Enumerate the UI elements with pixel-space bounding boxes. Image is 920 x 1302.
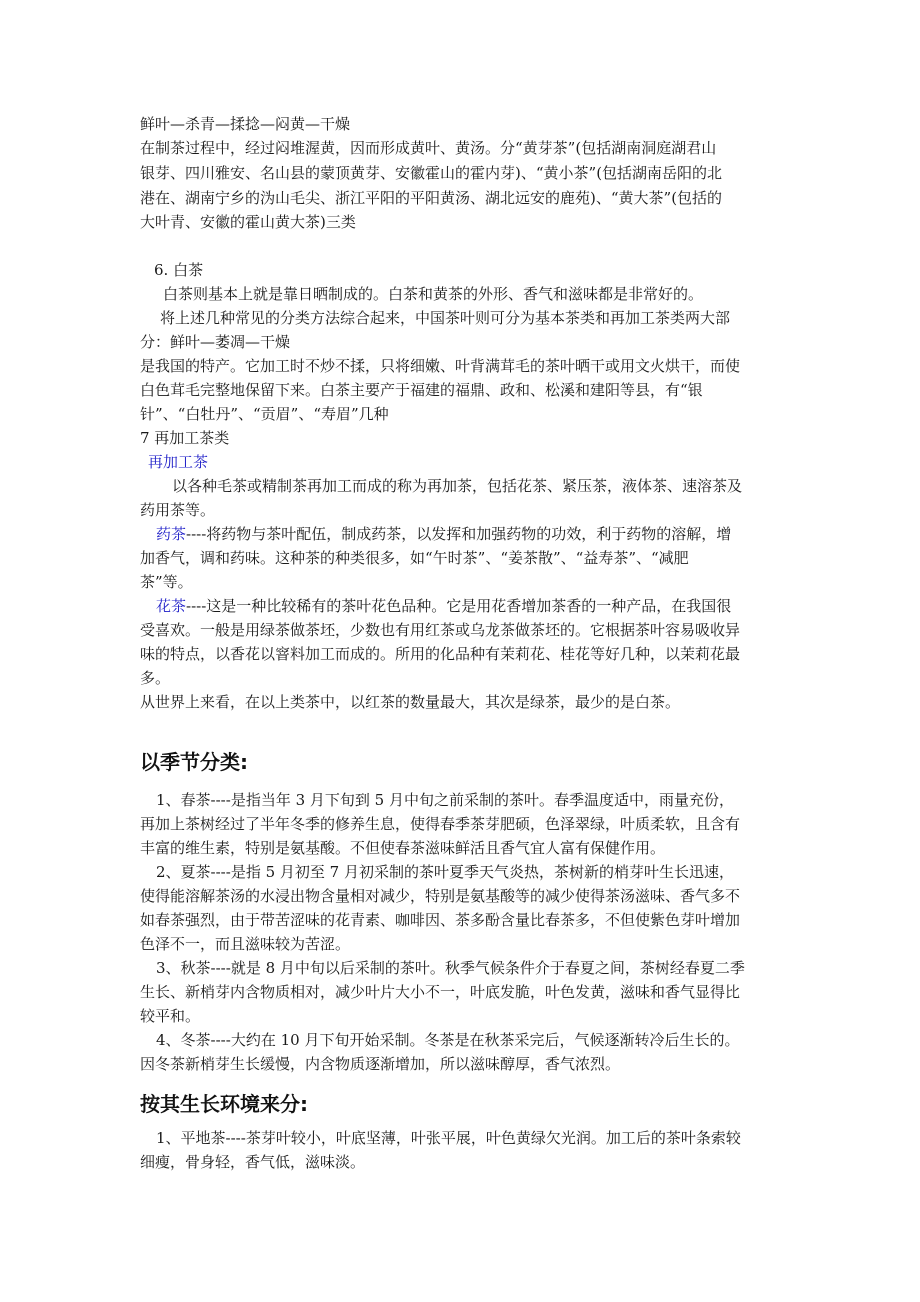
flower-tea-line: 花茶----这是一种比较稀有的茶叶花色品种。它是用花香增加茶香的一种产品，在我国很 [156,597,732,615]
medicinal-tea-line: 加香气，调和药味。这种茶的种类很多，如“午时茶”、“姜茶散”、“益寿茶”、“减肥 [140,549,689,567]
flower-tea-line: 味的特点，以香花以窨料加工而成的。所用的化品种有茉莉花、桂花等好几种，以茉莉花最 [140,645,741,663]
season-line: 3、秋茶----就是 8 月中旬以后采制的茶叶。秋季气候条件介于春夏之间，茶树经春夏二季 [156,959,745,977]
yellow-tea-line: 港在、湖南宁乡的沩山毛尖、浙江平阳的平阳黄汤、湖北远安的鹿苑)、“黄大茶”(包括的 [140,189,723,207]
flower-tea-link[interactable]: 花茶 [156,597,187,615]
reprocessed-intro-line: 以各种毛茶或精制茶再加工而成的称为再加茶，包括花茶、紧压茶，液体茶、速溶茶及 [172,477,743,495]
yellow-tea-line: 银芽、四川雅安、名山县的蒙顶黄芽、安徽霍山的霍内芽)、“黄小茶”(包括湖南岳阳的北 [140,164,723,182]
reprocessed-conclusion: 从世界上来看，在以上类茶中，以红茶的数量最大，其次是绿茶，最少的是白茶。 [140,693,681,711]
season-line: 如春茶强烈，由于带苦涩味的花青素、咖啡因、茶多酚含量比春茶多，不但使紫色芽叶增加 [140,911,741,929]
medicinal-tea-line: 药茶----将药物与茶叶配伍，制成药茶，以发挥和加强药物的功效，利于药物的溶解，增 [156,525,732,543]
season-line: 色泽不一，而且滋味较为苦涩。 [140,935,351,953]
yellow-tea-line: 在制茶过程中，经过闷堆渥黄，因而形成黄叶、黄汤。分“黄芽茶”(包括湖南洞庭湖君山 [140,139,717,157]
season-line: 生长、新梢芽内含物质相对，减少叶片大小不一，叶底发脆，叶色发黄，滋味和香气显得比 [140,983,741,1001]
environment-heading: 按其生长环境来分: [140,1092,308,1116]
white-tea-heading: 6. 白茶 [154,261,204,279]
season-line: 因冬茶新梢芽生长缓慢，内含物质逐渐增加，所以滋味醇厚，香气浓烈。 [140,1055,621,1073]
white-tea-line: 是我国的特产。它加工时不炒不揉，只将细嫩、叶背满茸毛的茶叶晒干或用文火烘干，而使 [140,357,741,375]
white-tea-line: 分：鲜叶—萎凋—干燥 [140,333,291,351]
reprocessed-link[interactable]: 再加工茶 [148,453,209,471]
white-tea-line: 白茶则基本上就是靠日晒制成的。白茶和黄茶的外形、香气和滋味都是非常好的。 [163,285,704,303]
season-line: 4、冬茶----大约在 10 月下旬开始采制。冬茶是在秋茶采完后，气候逐渐转冷后生长的。 [156,1031,740,1049]
environment-line: 1、平地茶----茶芽叶较小，叶底坚薄，叶张平展，叶色黄绿欠光润。加工后的茶叶条索较 [156,1129,741,1147]
flower-tea-line: 多。 [140,669,171,687]
medicinal-tea-line: 茶”等。 [140,573,193,591]
yellow-tea-process: 鲜叶—杀青—揉捻—闷黄—干燥 [140,115,351,133]
season-line: 丰富的维生素，特别是氨基酸。不但使春茶滋味鲜活且香气宜人富有保健作用。 [140,839,666,857]
season-line: 较平和。 [140,1007,201,1025]
season-line: 1、春茶----是指当年 3 月下旬到 5 月中旬之前采制的茶叶。春季温度适中，雨量充份， [156,791,734,809]
white-tea-line: 白色茸毛完整地保留下来。白茶主要产于福建的福鼎、政和、松溪和建阳等县，有“银 [140,381,703,399]
season-line: 2、夏茶----是指 5 月初至 7 月初采制的茶叶夏季天气炎热，茶树新的梢芽叶生长迅速， [156,863,734,881]
season-heading: 以季节分类: [140,750,248,774]
medicinal-tea-link[interactable]: 药茶 [156,525,187,543]
reprocessed-heading: 7 再加工茶类 [140,429,230,447]
environment-line: 细瘦，骨身轻，香气低，滋味淡。 [140,1153,366,1171]
reprocessed-intro-line: 药用茶等。 [140,501,216,519]
season-line: 使得能溶解茶汤的水浸出物含量相对减少，特别是氨基酸等的减少使得茶汤滋味、香气多不 [140,887,741,905]
white-tea-line: 将上述几种常见的分类方法综合起来，中国茶叶则可分为基本茶类和再加工茶类两大部 [160,309,731,327]
season-line: 再加上茶树经过了半年冬季的修养生息，使得春季茶芽肥硕，色泽翠绿，叶质柔软，且含有 [140,815,741,833]
flower-tea-line: 受喜欢。一般是用绿茶做茶坯，少数也有用红茶或乌龙茶做茶坯的。它根据茶叶容易吸收异 [140,621,741,639]
white-tea-line: 针”、“白牡丹”、“贡眉”、“寿眉”几种 [140,405,389,423]
yellow-tea-line: 大叶青、安徽的霍山黄大茶)三类 [140,213,356,231]
